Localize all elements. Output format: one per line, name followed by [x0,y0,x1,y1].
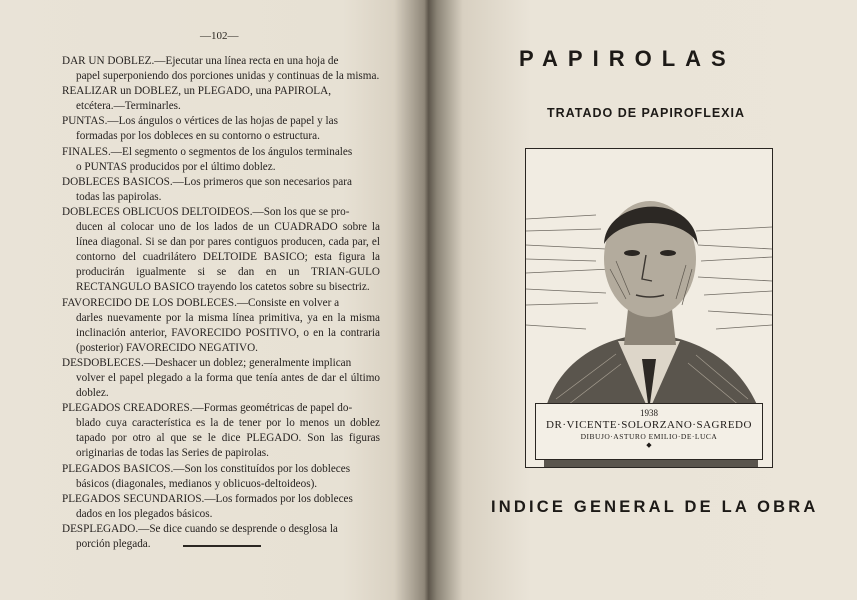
book-subtitle: TRATADO DE PAPIROFLEXIA [547,106,745,120]
portrait-caption [535,403,763,460]
entry-continuation: etcétera.—Terminarles. [76,100,181,113]
glossary-entry [62,401,380,461]
glossary-entry [62,114,380,144]
entry-first-line: DESPLEGADO.—Se dice cuando se desprende o desglosa la [62,522,338,535]
entry-first-line: PLEGADOS SECUNDARIOS.—Los formados por los dobleces [62,492,353,505]
entry-continuation: dados en los plegados básicos. [76,507,213,520]
glossary-entry [62,175,380,205]
glossary-entry [62,54,380,84]
entry-continuation: o PUNTAS producidos por el último doblez. [76,160,276,173]
entry-first-line: PLEGADOS CREADORES.—Formas geométricas de papel do- [62,402,353,415]
glossary-entry [62,296,380,356]
entry-first-line: FINALES.—El segmento o segmentos de los ángulos terminales [62,145,353,158]
index-heading: INDICE GENERAL DE LA OBRA [491,498,819,516]
glossary-entry [62,84,380,114]
caption-ornament-icon: ◆ [646,441,652,449]
entry-continuation: blado cuya característica es la de tener por lo menos un doblez tapado por otro al que se le dice PLEGADO. Son las figuras originarias de todas las Series de papirolas. [76,417,380,460]
entry-first-line: DESDOBLECES.—Deshacer un doblez; generalmente implican [62,356,352,369]
right-page [429,0,857,600]
entry-continuation: básicos (diagonales, medianos y oblicuos-deltoideos). [76,477,318,490]
caption-name: DR·VICENTE·SOLORZANO·SAGREDO [546,419,752,431]
caption-credit: DIBUJO·ASTURO EMILIO·DE·LUCA [580,432,718,441]
entry-continuation: formadas por los dobleces en su contorno o estructura. [76,130,320,143]
entry-first-line: DOBLECES BASICOS.—Los primeros que son necesarios para [62,175,352,188]
glossary-entry [62,205,380,296]
entry-continuation: darles nuevamente por la misma línea primitiva, ya en la misma inclinación anterior, FAVORECIDO POSITIVO, o en la contraria (posterior) FAVORECIDO NEGATIVO. [76,311,380,354]
entry-continuation: papel superponiendo dos porciones unidas y continuas de la misma. [76,70,380,83]
page-number: —102— [200,30,239,42]
entry-first-line: DOBLECES OBLICUOS DELTOIDEOS.—Son los que se pro- [62,205,350,218]
glossary-entry [62,492,380,522]
entry-continuation: porción plegada. [76,538,151,550]
entry-continuation: ducen al colocar uno de los lados de un CUADRADO sobre la línea diagonal. Si se dan por pares contiguos producen, cada par, el contorno del cuadrilátero DELTOIDE BASICO; esta figura la producirán igualmente si se dan en un TRIAN-GULO RECTANGULO BASICO trayendo los catetos sobre su bisectriz. [76,221,380,294]
entry-first-line: REALIZAR un DOBLEZ, un PLEGADO, una PAPIROLA, [62,85,332,98]
entry-continuation: todas las papirolas. [76,190,162,203]
entry-first-line: DAR UN DOBLEZ.—Ejecutar una línea recta en una hoja de [62,55,339,67]
left-page [0,0,428,600]
entry-first-line: PUNTAS.—Los ángulos o vértices de las hojas de papel y las [62,115,338,128]
glossary-list [62,54,380,552]
caption-year: 1938 [640,408,658,418]
entry-first-line: PLEGADOS BASICOS.—Son los constituídos por los dobleces [62,462,351,475]
glossary-entry [62,522,380,552]
section-end-rule [183,545,261,547]
entry-first-line: FAVORECIDO DE LOS DOBLECES.—Consiste en volver a [62,296,340,309]
book-title: PAPIROLAS [519,46,736,71]
glossary-entry [62,145,380,175]
entry-continuation: volver el papel plegado a la forma que tenía antes de dar el último doblez. [76,371,380,400]
glossary-entry [62,462,380,492]
glossary-entry [62,356,380,401]
